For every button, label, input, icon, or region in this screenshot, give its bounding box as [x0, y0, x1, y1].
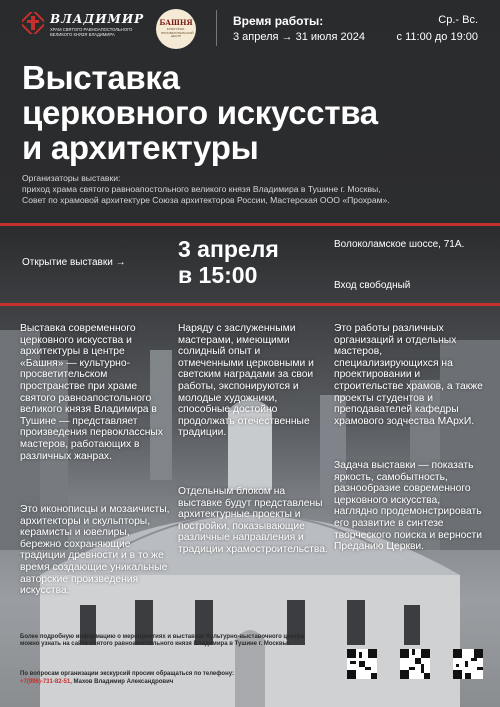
header-divider — [216, 10, 217, 46]
title-line-1: Выставка — [22, 59, 180, 96]
qr-code-icon[interactable] — [453, 649, 483, 679]
poster-title — [22, 60, 482, 165]
contact-label: По вопросам организации экскурсий просим обращаться по телефону: — [20, 671, 234, 677]
title-line-2: церковного искусства — [22, 94, 378, 131]
body-col1-paragraph1: Выставка современного церковного искусства и архитектуры в центре «Башня» — культурно-просветительском пространстве при храме святого равноапостольного великого князя Владимира в Тушине — представляет произведения первоклассных мастеров, работающих в различных жанрах. — [20, 323, 163, 462]
red-divider-bottom — [0, 303, 500, 306]
organizers-line-2: Совет по храмовой архитектуре Союза архитекторов России, Мастерская ООО «Прохрам». — [22, 195, 390, 205]
contact-name: Махов Владимир Александрович — [73, 678, 174, 685]
opening-label: Открытие выставки → — [22, 257, 126, 268]
footer-info: Более подробную информацию о мероприятиях и выставках Культурно-выставочного центра можно узнать на сайте святого равноапостольного князя Владимира в Тушине г. Москвы. — [20, 634, 305, 648]
bashnya-logo-subtitle: КУЛЬТУРНО-ПРОСВЕТИТЕЛЬСКИЙ ЦЕНТР — [161, 27, 194, 38]
hours-time: с 11:00 до 19:00 — [396, 31, 478, 43]
hours-label: Время работы: — [233, 14, 324, 28]
church-logo-icon — [22, 12, 44, 34]
footer-contact — [20, 671, 320, 686]
body-col2-paragraph2: Отдельным блоком на выставке будут представлены архитектурные проекты и постройки, показывающие различные направления и традиции храмостроительства. — [178, 486, 328, 555]
organizers-label: Организаторы выставки: — [22, 173, 121, 183]
red-divider-top — [0, 223, 500, 226]
bashnya-logo — [156, 9, 196, 49]
body-col2-paragraph1: Наряду с заслуженными мастерами, имеющими солидный опыт и отмеченными церковными и светским наградами за свои работы, экспонируются и молодые художники, способные достойно продолжать отечественные традиции. — [178, 323, 314, 439]
venue-address: Волоколамское шоссе, 71А. — [334, 239, 465, 250]
logo-title: ВЛАДИМИР — [50, 12, 145, 26]
opening-datetime — [178, 236, 279, 288]
contact-line — [20, 679, 320, 687]
title-line-3: и архитектуры — [22, 129, 259, 166]
hours-dates: 3 апреля → 31 июля 2024 — [233, 31, 365, 43]
organizers-line-1: приход храма святого равноапостольного великого князя Владимира в Тушине г. Москвы, — [22, 184, 381, 194]
entry-info: Вход свободный — [334, 280, 411, 291]
logo-subtitle: ХРАМ СВЯТОГО РАВНОАПОСТОЛЬНОГО ВЕЛИКОГО КНЯЗЯ ВЛАДИМИРА — [50, 27, 133, 37]
opening-time: в 15:00 — [178, 262, 258, 288]
bashnya-logo-title: БАШНЯ — [159, 18, 193, 27]
body-col3-paragraph1: Это работы различных организаций и отдельных мастеров, специализирующихся на проектировании и строительстве храмов, а также проекты студентов и преподавателей кафедры храмового зодчества МАрхИ. — [334, 323, 483, 427]
header-bar — [0, 0, 500, 58]
contact-phone[interactable]: +7(996)-731-82-51, — [20, 678, 72, 685]
qr-code-icon[interactable] — [347, 649, 377, 679]
organizers-text — [22, 184, 482, 206]
body-col1-paragraph2: Это иконописцы и мозаичисты, архитекторы и скульпторы, керамисты и ювелиры, бережно сохраняющие традиции древности и в то же время создающие уникальные авторские произведения искусства. — [20, 504, 170, 597]
qr-code-icon[interactable] — [400, 649, 430, 679]
opening-date: 3 апреля — [178, 236, 279, 262]
body-col3-paragraph2: Задача выставки — показать яркость, самобытность, разнообразие современного церковного искусства, наглядно продемонстрировать его развитие в синтезе творческого поиска и верности Преданию Церкви. — [334, 460, 482, 553]
hours-days: Ср.- Вс. — [438, 14, 478, 26]
